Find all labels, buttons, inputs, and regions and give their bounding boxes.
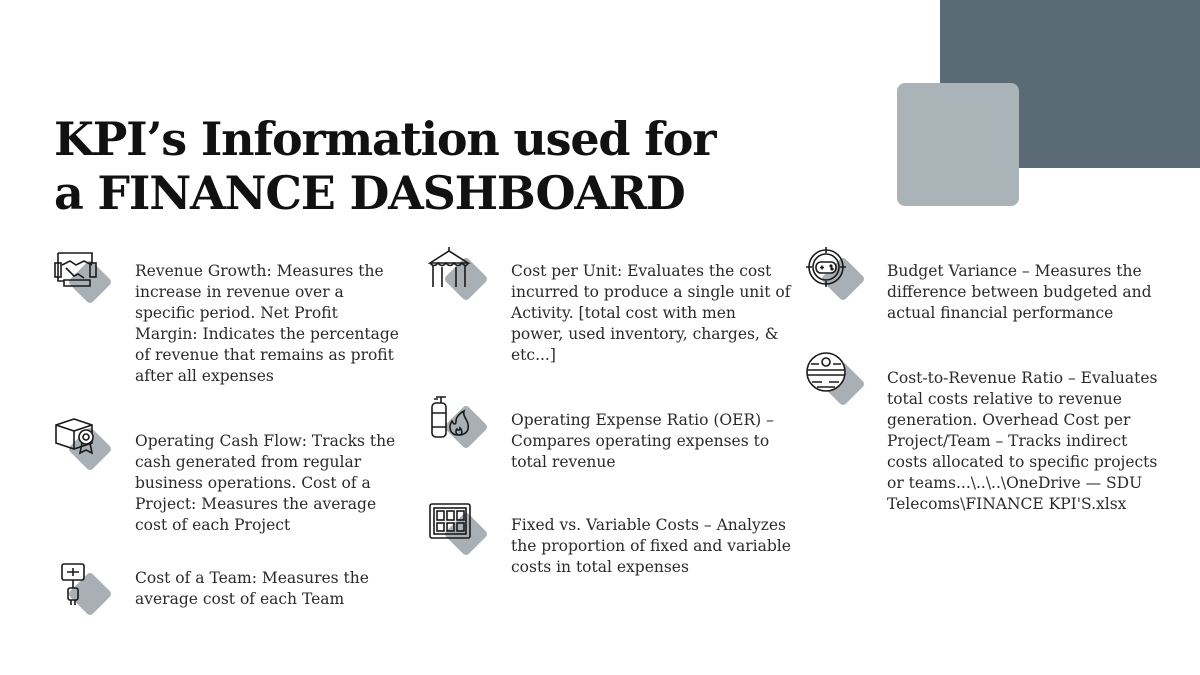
kpi-text: Cost of a Team: Measures the average cost of each Team: [135, 569, 369, 608]
decorative-light-block: [897, 83, 1019, 206]
fire-extinguisher-icon: [428, 393, 490, 453]
kpi-text: Revenue Growth: Measures the increase in revenue over a specific period. Net Profit Margin: Indicates the percentage of revenue that remains as profit after all expenses: [135, 262, 399, 385]
kpi-text: Operating Expense Ratio (OER) – Compares operating expenses to total revenue: [511, 411, 774, 471]
kpi-text: Budget Variance – Measures the difference between budgeted and actual financial performance: [887, 262, 1152, 322]
handshake-icon: [52, 248, 114, 308]
tent-canopy-icon: [428, 245, 490, 305]
kpi-text: Cost-to-Revenue Ratio – Evaluates total costs relative to revenue generation. Overhead Cost per Project/Team – Tracks indirect costs allocated to specific projects or teams...\..\..\OneDrive — SDU Telecoms\FINANCE KPI'S.xlsx: [887, 369, 1158, 513]
kpi-text: Cost per Unit: Evaluates the cost incurred to produce a single unit of Activity. [total cost with men power, used inventory, charges, & etc...]: [511, 262, 791, 364]
kpi-text: Fixed vs. Variable Costs – Analyzes the proportion of fixed and variable costs in total expenses: [511, 516, 791, 576]
title-line-1: KPI’s Information used for: [54, 112, 716, 166]
device-control-icon: [52, 560, 114, 620]
title-line-2: a FINANCE DASHBOARD: [54, 166, 685, 220]
game-target-icon: [805, 245, 867, 305]
death-star-icon: [805, 350, 867, 410]
page-title: [54, 112, 715, 220]
kpi-text: Operating Cash Flow: Tracks the cash generated from regular business operations. Cost of a Project: Measures the average cost of each Project: [135, 432, 396, 534]
product-box-icon: [52, 415, 114, 475]
control-panel-icon: [428, 500, 490, 560]
